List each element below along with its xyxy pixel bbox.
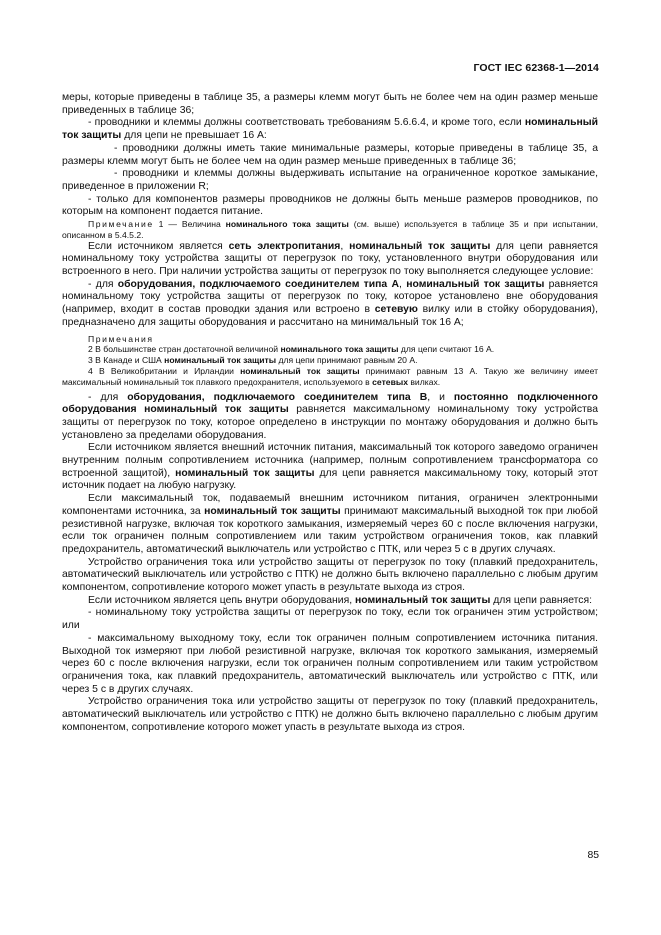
bold-term: номинальный ток защиты [406,278,545,290]
bold-term: оборудования, подключаемого соединителем типа В [127,391,428,403]
bold-term: сеть электропитания [228,240,341,252]
text-run: Устройство ограничения тока или устройство защиты от перегрузок по току (плавкий предохранитель, автоматический выключатель или устройство с ПТК) не должно быть включено параллельно с любым другим компонентом, сопротивление которого может упасть в результате выхода из строя. [62,556,598,594]
text-run: - для [88,391,128,403]
note-paragraph [62,344,598,355]
bold-term: номинальный ток защиты [204,505,341,517]
bold-term: номинального тока защиты [280,344,399,355]
text-run: вилках. [407,376,441,387]
text-run: 4 В Великобритании и Ирландии [88,365,241,376]
text-run: вилку или в стойку оборудования), предназначено для защиты оборудования и рассчитано на минимальный ток 16 А; [62,304,598,328]
text-run: принимают равным 13 А. Такую же величину имеет максимальный номинальный ток плавкого предохранителя, используемого в [62,365,599,387]
standard-header: ГОСТ IEC 62368-1—2014 [473,62,599,74]
bold-term: постоянно подключенного оборудования номинальный ток защиты [62,391,598,416]
bold-term: номинального тока защиты [225,219,349,230]
paragraph [62,557,598,595]
text-run: (см. выше) используется в таблице 35 и при испытании, описанном в 5.4.5.2. [62,219,598,240]
bold-term: номинальный ток защиты [354,594,491,606]
paragraph [62,143,598,168]
bold-term: сетевую [374,304,418,316]
text-run: для цепи принимают равным 20 А. [276,355,418,366]
paragraph [62,241,598,279]
text-run: - проводники должны иметь такие минимальные размеры, которые приведены в таблице 35, а размеры клемм могут быть не более чем на один размер меньше приведенных в таблице 36; [62,142,598,167]
text-run: 2 В большинстве стран достаточной величиной [88,344,281,355]
note-paragraph [62,334,598,345]
text-run: - номинальному току устройства защиты от перегрузок по току, если ток ограничен этим устройством; или [62,607,598,632]
text-run: , [399,278,407,290]
text-run: Если источником является внешний источник питания, максимальный ток которого заведомо ограничен внутренним полным сопротивлением источника (например, полным сопротивлением трансформатора со встроенной защитой), [62,442,598,479]
bold-term: оборудования, подключаемого соединителем типа А [117,278,400,290]
text-run: , и [427,391,454,403]
text-run: для цепи равняется: [490,594,593,606]
text-run: - только для компонентов размеры проводников не должны быть меньше размеров проводников, по которым на компонент подается питание. [62,193,598,218]
page-number: 85 [587,850,599,861]
paragraph [62,168,598,193]
paragraph [62,493,598,557]
paragraph [62,117,598,142]
text-run: Устройство ограничения тока или устройство защиты от перегрузок по току (плавкий предохранитель, автоматический выключатель или устройство с ПТК) не должно быть включено параллельно с любым другим компонентом, сопротивление которого может упасть в результате выхода из строя. [62,696,598,733]
text-run: Примечания [88,333,154,344]
text-run: 3 В Канаде и США [88,355,165,366]
paragraph [62,279,598,330]
document-body [62,92,598,735]
paragraph [62,607,598,632]
text-run: - для [88,278,118,290]
note-paragraph [62,366,598,388]
paragraph [62,194,598,219]
text-run: равняется максимальному номинальному току устройства защиты от перегрузок по току, которое определено в инструкции по монтажу оборудования и должно быть установлено за пределами оборудования. [62,404,598,441]
text-run: Если источником является цепь внутри оборудования, [88,594,355,606]
paragraph [62,633,598,697]
note-paragraph [62,355,598,366]
text-run: Примечание [88,219,154,230]
text-run: для цепи считают 16 А. [398,344,495,355]
text-run: Если максимальный ток, подаваемый внешним источником питания, ограничен электронными компонентами источника, за [62,493,598,517]
text-run: для цепи равняется номинальному току устройства защиты от перегрузок по току, установленного внутри оборудования или встроенного в него. При наличии устройства защиты от перегрузок по току выполняется следующее условие: [62,240,598,278]
paragraph [62,595,598,608]
bold-term: номинальный ток защиты [175,467,315,479]
text-run: - проводники и клеммы должны соответствовать требованиям 5.6.6.4, и кроме того, если [88,117,525,129]
bold-term: сетевых [372,376,408,387]
bold-term: номинальный ток защиты [240,365,360,376]
text-run: , [340,240,350,252]
paragraph [62,92,598,117]
bold-term: номинальный ток защиты [164,355,277,366]
text-run: - максимальному выходному току, если ток ограничен полным сопротивлением источника питания. Выходной ток измеряют при любой резистивной нагрузке, включая ток короткого замыкания, измеряемый через 60 с после включения нагрузки, если ток ограничен полным сопротивлением или таким устройством ограничения тока, как плавкий предохранитель, автоматический выключатель или устройство с ПТК, или через 5 с в других случаях. [62,632,598,695]
text-run: принимают максимальный выходной ток при любой резистивной нагрузке, включая ток короткого замыкания, измеряемый через 60 с после включения нагрузки, если ток ограничен полным сопротивлением или таким устройством ограничения токов, как плавкий предохранитель, автоматический выключатель или устройство с ПТК, или через 5 с в других случаях. [62,505,598,555]
paragraph [62,392,598,443]
text-run: 1 — Величина [153,219,226,230]
text-run: меры, которые приведены в таблице 35, а размеры клемм могут быть не более чем на один размер меньше приведенных в таблице 36; [62,92,598,116]
bold-term: номинальный ток защиты [349,240,491,252]
text-run: для цепи не превышает 16 А: [121,130,267,142]
bold-term: номинальный ток защиты [62,117,598,142]
text-run: для цепи равняется максимальному току, который этот источник подает на любую нагрузку. [62,467,598,492]
note-paragraph [62,219,598,241]
paragraph [62,442,598,493]
text-run: равняется номинальному току устройства защиты от перегрузок по току, которое установлено вне оборудования (например, входит в состав проводки здания или встроено в [62,278,598,316]
paragraph [62,696,598,734]
text-run: - проводники и клеммы должны выдерживать испытание на ограниченное короткое замыкание, приведенное в приложении R; [62,168,598,192]
text-run: Если источником является [88,240,229,252]
